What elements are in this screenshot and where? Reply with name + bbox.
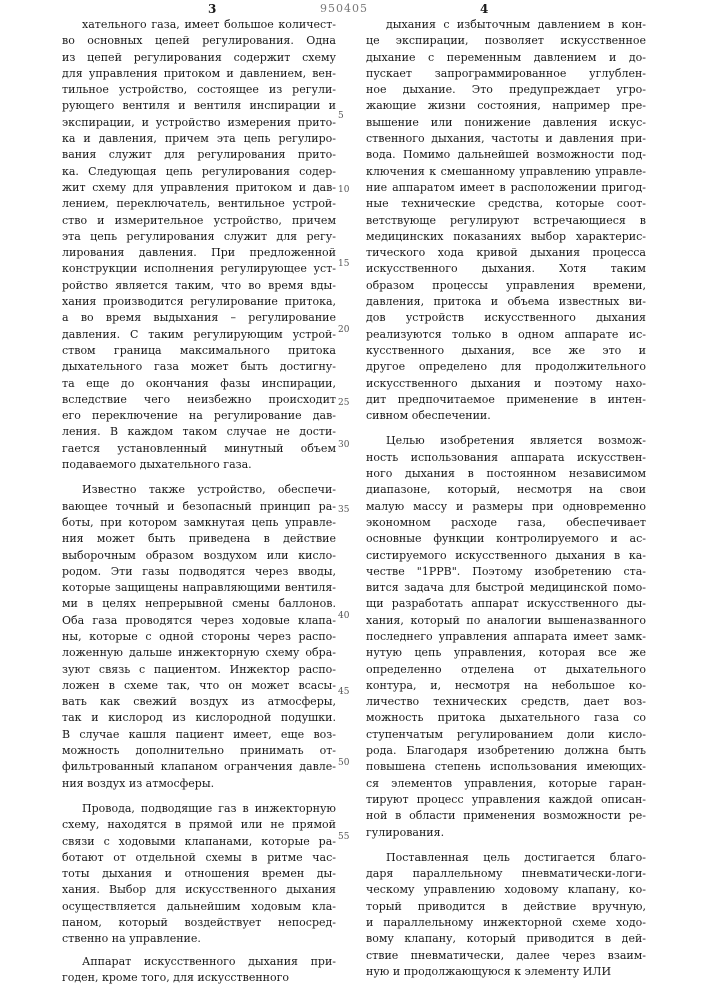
- text-line: ство и измерительное устройство, причем: [62, 213, 336, 229]
- line-number: 20: [338, 325, 349, 335]
- text-line: ся элементов управления, которые гаран-: [366, 776, 646, 792]
- text-line: жающие жизни состояния, например пре-: [366, 98, 646, 114]
- text-line: искусственного дыхания и поэтому нахо-: [366, 376, 646, 392]
- text-line: ботают от отдельной схемы в ритме час-: [62, 850, 336, 866]
- paragraph-gap: [62, 473, 336, 482]
- line-number: 5: [338, 111, 344, 121]
- text-line: дыхательного газа может быть достигну-: [62, 359, 336, 375]
- text-line: паном, который воздействует непосред-: [62, 915, 336, 931]
- page-number-left: 3: [208, 2, 216, 16]
- text-line: честве "1РРВ". Поэтому изобретению ста-: [366, 564, 646, 580]
- text-line: так и кислород из кислородной подушки.: [62, 710, 336, 726]
- text-line: рода. Благодаря изобретению должна быть: [366, 743, 646, 759]
- text-line: лирования давления. При предложенной: [62, 245, 336, 261]
- text-line: вающее точный и безопасный принцип ра-: [62, 499, 336, 515]
- text-line: дов устройств искусственного дыхания: [366, 310, 646, 326]
- line-number: 35: [338, 505, 349, 515]
- text-line: вания служит для регулирования прито-: [62, 147, 336, 163]
- text-line: ного дыхания в постоянном независимом: [366, 466, 646, 482]
- line-number: 50: [338, 758, 349, 768]
- text-line: гается установленный минутный объем: [62, 441, 336, 457]
- text-line: тильное устройство, состоящее из регули-: [62, 82, 336, 98]
- text-line: диапазоне, который, несмотря на свои: [366, 482, 646, 498]
- text-line: подаваемого дыхательного газа.: [62, 457, 336, 473]
- text-line: дит предпочитаемое применение в интен-: [366, 392, 646, 408]
- text-line: которые защищены направляющими вентиля-: [62, 580, 336, 596]
- text-line: определенно отделена от дыхательного: [366, 662, 646, 678]
- text-line: его переключение на регулирование дав-: [62, 408, 336, 424]
- text-line: контура, и, несмотря на небольшое ко-: [366, 678, 646, 694]
- text-line: ческому управлению ходовому клапану, ко-: [366, 882, 646, 898]
- text-line: щи разработать аппарат искусственного ды-: [366, 596, 646, 612]
- text-line: це экспирации, позволяет искусственное: [366, 33, 646, 49]
- text-line: ния воздух из атмосферы.: [62, 776, 336, 792]
- text-line: хания производится регулирование притока,: [62, 294, 336, 310]
- text-line: фильтрованный клапаном огранчения давле-: [62, 759, 336, 775]
- text-line: годен, кроме того, для искусственного: [62, 970, 336, 986]
- text-line: торый приводится в действие вручную,: [366, 899, 646, 915]
- text-line: ключения к смешанному управлению управле-: [366, 164, 646, 180]
- line-number: 40: [338, 611, 349, 621]
- paragraph: [62, 482, 336, 792]
- text-line: ветствующе регулируют встречающиеся в: [366, 213, 646, 229]
- text-line: во основных цепей регулирования. Одна: [62, 33, 336, 49]
- text-line: нутую цепь управления, которая все же: [366, 645, 646, 661]
- text-line: эта цепь регулирования служит для регу-: [62, 229, 336, 245]
- page-number-right: 4: [480, 2, 488, 16]
- paragraph-gap: [366, 424, 646, 433]
- text-line: ние аппаратом имеет в расположении пригод-: [366, 180, 646, 196]
- paragraph: [366, 850, 646, 980]
- text-line: рующего вентиля и вентиля инспирации и: [62, 98, 336, 114]
- patent-number-watermark: 950405: [320, 2, 368, 15]
- text-line: а во время выдыхания – регулирование: [62, 310, 336, 326]
- text-line: Известно также устройство, обеспечи-: [62, 482, 336, 498]
- text-line: ны, которые с одной стороны через распо-: [62, 629, 336, 645]
- text-line: жит схему для управления притоком и дав-: [62, 180, 336, 196]
- text-line: искусственного дыхания. Хотя таким: [366, 261, 646, 277]
- text-line: ственно на управление.: [62, 931, 336, 947]
- text-line: зуют связь с пациентом. Инжектор распо-: [62, 662, 336, 678]
- text-line: дыхания с избыточным давлением в кон-: [366, 17, 646, 33]
- text-line: из цепей регулирования содержит схему: [62, 50, 336, 66]
- text-line: гулирования.: [366, 825, 646, 841]
- text-line: ройство является таким, что во время вды-: [62, 278, 336, 294]
- text-line: лением, переключатель, вентильное устрой-: [62, 196, 336, 212]
- text-line: тического хода кривой дыхания процесса: [366, 245, 646, 261]
- text-line: ления. В каждом таком случае не дости-: [62, 424, 336, 440]
- text-line: вышение или понижение давления искус-: [366, 115, 646, 131]
- text-line: ка. Следующая цепь регулирования содер-: [62, 164, 336, 180]
- text-line: ми в целях непрерывной смены баллонов.: [62, 596, 336, 612]
- text-line: Целью изобретения является возмож-: [366, 433, 646, 449]
- text-line: ложен в схеме так, что он может всасы-: [62, 678, 336, 694]
- text-line: экспирации, и устройство измерения прито-: [62, 115, 336, 131]
- text-line: можность дополнительно принимать от-: [62, 743, 336, 759]
- text-line: тируют процесс управления каждой описан-: [366, 792, 646, 808]
- text-line: ные технические средства, которые соот-: [366, 196, 646, 212]
- paragraph-gap: [366, 841, 646, 850]
- text-line: та еще до окончания фазы инспирации,: [62, 376, 336, 392]
- paragraph: [366, 17, 646, 424]
- text-line: родом. Эти газы подводятся через вводы,: [62, 564, 336, 580]
- text-line: для управления притоком и давлением, вен-: [62, 66, 336, 82]
- text-line: выборочным образом воздухом или кисло-: [62, 548, 336, 564]
- text-line: кусственного дыхания, все же это и: [366, 343, 646, 359]
- text-line: можность притока дыхательного газа со: [366, 710, 646, 726]
- text-line: ственного дыхания, частоты и давления при-: [366, 131, 646, 147]
- text-line: ка и давления, причем эта цепь регулиро-: [62, 131, 336, 147]
- text-line: ное дыхание. Это предупреждает угро-: [366, 82, 646, 98]
- line-number: 10: [338, 185, 349, 195]
- text-line: давления. С таким регулирующим устрой-: [62, 327, 336, 343]
- line-number: 15: [338, 259, 349, 269]
- text-line: медицинских показаниях выбор характерис-: [366, 229, 646, 245]
- text-line: связи с ходовыми клапанами, которые ра-: [62, 834, 336, 850]
- text-line: основные функции контролируемого и ас-: [366, 531, 646, 547]
- text-line: систируемого искусственного дыхания в ка-: [366, 548, 646, 564]
- text-line: повышена степень использования имеющих-: [366, 759, 646, 775]
- right-text-column: [366, 17, 646, 980]
- text-line: последнего управления аппарата имеет замк-: [366, 629, 646, 645]
- text-line: вследствие чего неизбежно происходит: [62, 392, 336, 408]
- text-line: конструкции исполнения регулирующее уст-: [62, 261, 336, 277]
- text-line: боты, при котором замкнутая цепь управле-: [62, 515, 336, 531]
- text-line: вать как свежий воздух из атмосферы,: [62, 694, 336, 710]
- text-line: и параллельному инжекторной схеме ходо-: [366, 915, 646, 931]
- text-line: личество технических средств, дает воз-: [366, 694, 646, 710]
- text-line: пускает запрограммированное углублен-: [366, 66, 646, 82]
- paragraph: [62, 954, 336, 987]
- paragraph: [366, 433, 646, 840]
- paragraph: [62, 17, 336, 473]
- text-line: даря параллельному пневматически-логи-: [366, 866, 646, 882]
- line-number: 30: [338, 440, 349, 450]
- document-page: [0, 0, 707, 1000]
- text-line: ния может быть приведена в действие: [62, 531, 336, 547]
- text-line: образом процессы управления времени,: [366, 278, 646, 294]
- text-line: вится задача для быстрой медицинской помо-: [366, 580, 646, 596]
- text-line: ложенную дальше инжекторную схему обра-: [62, 645, 336, 661]
- text-line: В случае кашля пациент имеет, еще воз-: [62, 727, 336, 743]
- paragraph-gap: [62, 792, 336, 801]
- text-line: дыхание с переменным давлением и до-: [366, 50, 646, 66]
- text-line: вому клапану, который приводится в дей-: [366, 931, 646, 947]
- text-line: малую массу и размеры при одновременно: [366, 499, 646, 515]
- text-line: вода. Помимо дальнейшей возможности под-: [366, 147, 646, 163]
- text-line: реализуются только в одном аппарате ис-: [366, 327, 646, 343]
- line-number: 45: [338, 687, 349, 697]
- text-line: Аппарат искусственного дыхания при-: [62, 954, 336, 970]
- text-line: Оба газа проводятся через ходовые клапа-: [62, 613, 336, 629]
- text-line: ность использования аппарата искусствен-: [366, 450, 646, 466]
- text-line: осуществляется дальнейшим ходовым кла-: [62, 899, 336, 915]
- text-line: ной в области применения возможности ре-: [366, 808, 646, 824]
- left-text-column: [62, 17, 336, 986]
- text-line: Поставленная цель достигается благо-: [366, 850, 646, 866]
- line-number: 25: [338, 398, 349, 408]
- text-line: сивном обеспечении.: [366, 408, 646, 424]
- text-line: ступенчатым регулированием доли кисло-: [366, 727, 646, 743]
- text-line: давления, притока и объема известных ви-: [366, 294, 646, 310]
- text-line: другое определено для продолжительного: [366, 359, 646, 375]
- text-line: экономном расходе газа, обеспечивает: [366, 515, 646, 531]
- paragraph: [62, 801, 336, 948]
- text-line: ствие пневматически, далее через взаим-: [366, 948, 646, 964]
- text-line: тоты дыхания и отношения времен ды-: [62, 866, 336, 882]
- text-line: схему, находятся в прямой или не прямой: [62, 817, 336, 833]
- text-line: хательного газа, имеет большое количест-: [62, 17, 336, 33]
- text-line: ством граница максимального притока: [62, 343, 336, 359]
- text-line: ную и продолжающуюся к элементу ИЛИ: [366, 964, 646, 980]
- text-line: хания, который по аналогии вышеназванного: [366, 613, 646, 629]
- text-line: хания. Выбор для искусственного дыхания: [62, 882, 336, 898]
- text-line: Провода, подводящие газ в инжекторную: [62, 801, 336, 817]
- line-number: 55: [338, 832, 349, 842]
